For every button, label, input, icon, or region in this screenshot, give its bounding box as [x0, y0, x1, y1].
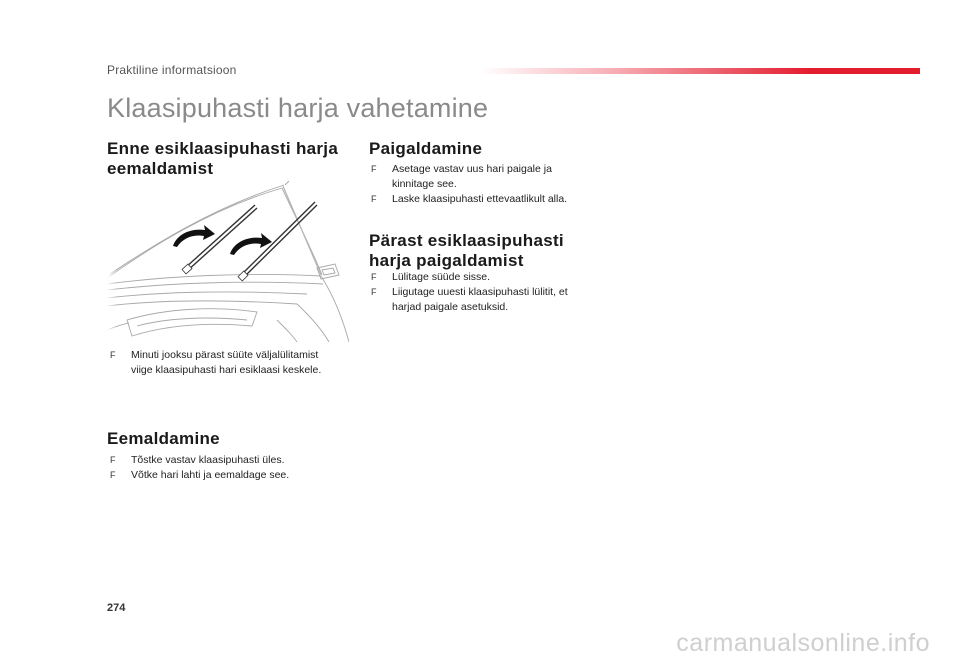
bullet-arrow-icon: F — [110, 470, 116, 480]
bullet-arrow-icon: F — [371, 287, 377, 297]
wiper-illustration — [107, 180, 349, 342]
bullet-text: Liigutage uuesti klaasipuhasti lülitit, et — [392, 286, 568, 298]
bullet-text: viige klaasipuhasti hari esiklaasi keskele. — [131, 364, 322, 376]
list-item — [371, 162, 601, 192]
bullet-text: harjad paigale asetuksid. — [392, 301, 509, 313]
section-title-line: Enne esiklaasipuhasti harja — [107, 139, 339, 158]
bullet-arrow-icon: F — [110, 455, 116, 465]
section-label: Praktiline informatsioon — [107, 63, 237, 77]
bullet-arrow-icon: F — [371, 194, 377, 204]
bullet-text: Lülitage süüde sisse. — [392, 271, 491, 283]
list-item — [371, 285, 601, 315]
installation-bullets — [371, 162, 601, 207]
bullet-text: Võtke hari lahti ja eemaldage see. — [131, 469, 290, 481]
page-number: 274 — [107, 602, 126, 614]
section-title-before-removal — [107, 139, 338, 179]
section-title-line: eemaldamist — [107, 159, 214, 178]
bullet-arrow-icon: F — [371, 164, 377, 174]
bullet-text: Asetage vastav uus hari paigale ja — [392, 163, 552, 175]
watermark: carmanualsonline.info — [676, 629, 930, 657]
bullet-text: Minuti jooksu pärast süüte väljalülitamist — [131, 349, 319, 361]
section-title-after-installation — [369, 231, 564, 271]
bullet-arrow-icon: F — [110, 350, 116, 360]
after-installation-bullets — [371, 270, 601, 315]
bullet-text: Tõstke vastav klaasipuhasti üles. — [131, 454, 285, 466]
list-item — [371, 192, 601, 207]
section-title-installation: Paigaldamine — [369, 139, 483, 158]
list-item — [110, 348, 350, 378]
list-item — [110, 453, 350, 468]
bullet-text: kinnitage see. — [392, 178, 457, 190]
section-title-line: harja paigaldamist — [369, 251, 524, 270]
list-item — [371, 270, 601, 285]
section-title-line: Pärast esiklaasipuhasti — [369, 231, 564, 250]
bullet-arrow-icon: F — [371, 272, 377, 282]
bullet-text: Laske klaasipuhasti ettevaatlikult alla. — [392, 193, 568, 205]
removal-bullets — [110, 453, 350, 483]
header-accent-bar — [480, 68, 920, 74]
page-title: Klaasipuhasti harja vahetamine — [107, 93, 489, 123]
section-title-removal: Eemaldamine — [107, 429, 220, 448]
before-removal-bullets — [110, 348, 350, 378]
list-item — [110, 468, 350, 483]
